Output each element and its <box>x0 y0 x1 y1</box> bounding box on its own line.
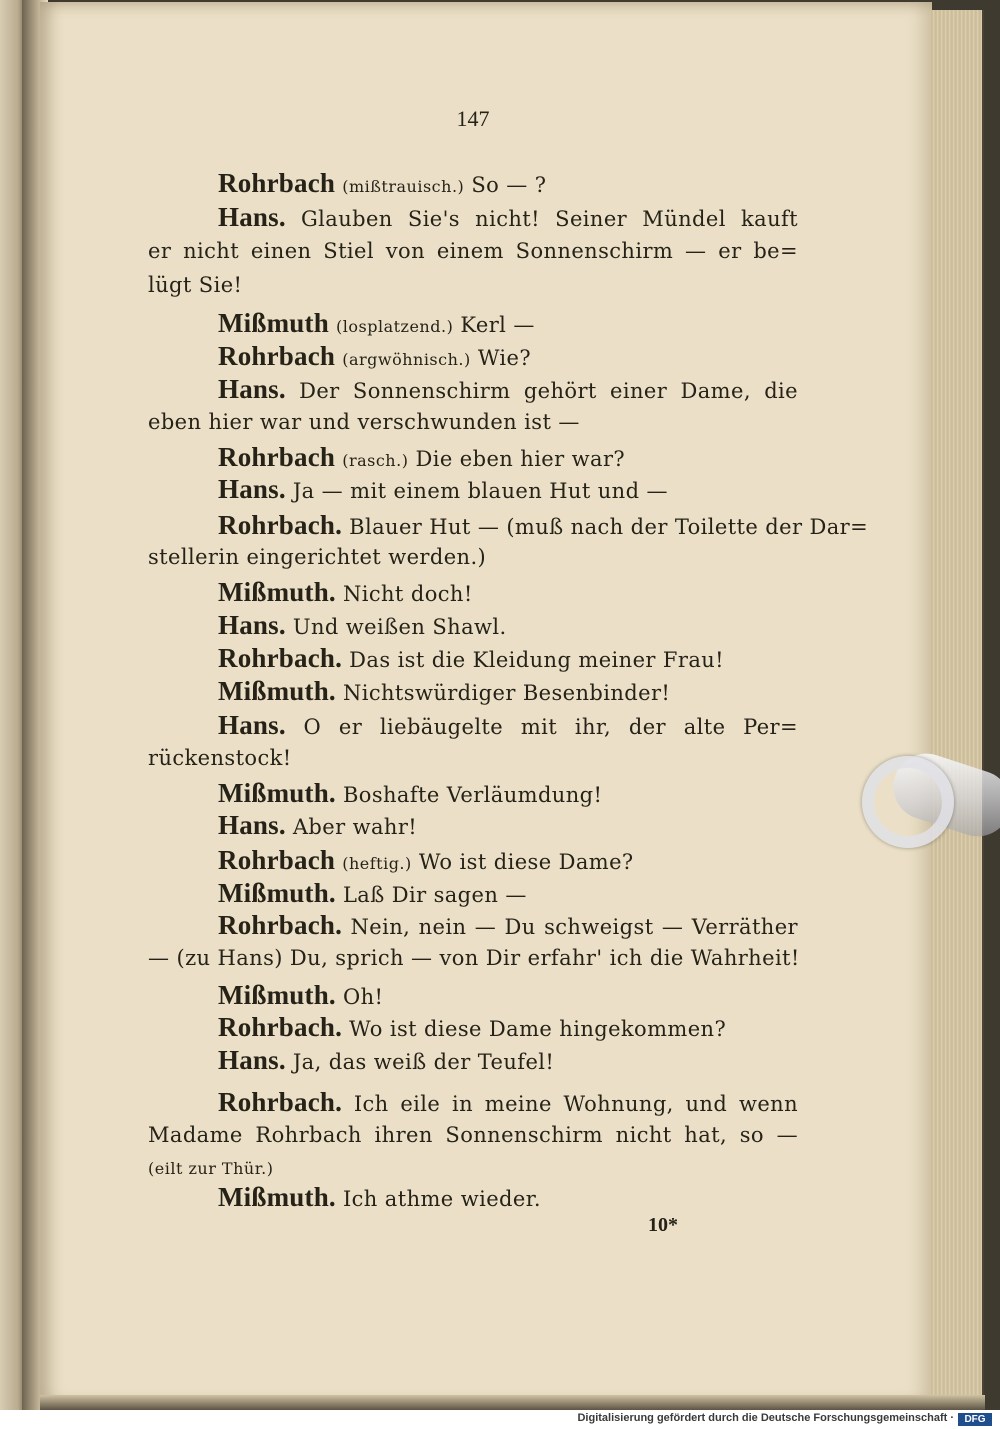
dialogue-line <box>148 943 800 973</box>
dialogue-text: Wo ist diese Dame hingekommen? <box>349 1017 727 1041</box>
dialogue-text: Ich athme wieder. <box>342 1187 541 1211</box>
dialogue-text: Und weißen Shawl. <box>292 615 507 639</box>
dialogue-text: Boshafte Verläumdung! <box>342 783 603 807</box>
dialogue-line <box>218 577 473 609</box>
funding-notice: Digitalisierung gefördert durch die Deutsche Forschungsgemeinschaft · <box>577 1412 954 1424</box>
dialogue-line <box>218 474 668 506</box>
dialogue-line <box>148 743 292 773</box>
speaker-name: Hans. <box>218 710 286 740</box>
dialogue-line <box>218 202 798 234</box>
speaker-name: Hans. <box>218 610 286 640</box>
dialogue-text: Oh! <box>342 985 384 1009</box>
speaker-name: Hans. <box>218 1045 286 1075</box>
dialogue-line <box>148 1152 273 1184</box>
speaker-name: Mißmuth <box>218 308 329 338</box>
dialogue-line <box>218 168 546 202</box>
dialogue-line <box>218 910 798 942</box>
dialogue-text: Glauben Sie's nicht! Seiner Mündel kauft <box>300 207 799 231</box>
dialogue-line <box>218 510 868 542</box>
dialogue-line <box>218 676 670 708</box>
dialogue-line <box>148 236 798 266</box>
speaker-name: Mißmuth. <box>218 878 336 908</box>
dialogue-line <box>148 542 486 572</box>
signature-mark: 10* <box>648 1214 678 1236</box>
dialogue-text: Wo ist diese Dame? <box>418 850 634 874</box>
dialogue-text: Madame Rohrbach ihren Sonnenschirm nicht hat, so — <box>148 1123 798 1147</box>
speaker-name: Rohrbach <box>218 168 336 198</box>
dialogue-text: Wie? <box>477 346 532 370</box>
dialogue-text: Ja, das weiß der Teufel! <box>292 1050 555 1074</box>
speaker-name: Rohrbach <box>218 341 336 371</box>
speaker-name: Rohrbach <box>218 845 336 875</box>
dialogue-line <box>218 1182 541 1214</box>
speaker-name: Mißmuth. <box>218 676 336 706</box>
speaker-name: Rohrbach. <box>218 643 343 673</box>
dialogue-text: Ich eile in meine Wohnung, und wenn <box>353 1092 798 1116</box>
page-number: 147 <box>456 106 490 131</box>
dialogue-line <box>218 610 507 642</box>
dialogue-text: Laß Dir sagen — <box>342 883 527 907</box>
dialogue-text: er nicht einen Stiel von einem Sonnenschirm — er be= <box>148 239 798 263</box>
dialogue-text: stellerin eingerichtet werden.) <box>148 545 487 569</box>
dialogue-text: Nein, nein — Du schweigst — Verräther <box>350 915 798 939</box>
dialogue-line <box>218 845 634 879</box>
speaker-name: Hans. <box>218 810 286 840</box>
dialogue-line <box>218 1012 726 1044</box>
dialogue-line <box>148 270 242 300</box>
dialogue-line <box>218 1087 798 1119</box>
dialogue-line <box>218 878 527 910</box>
page-edges <box>930 10 984 1405</box>
dialogue-text: Blauer Hut — (muß nach der Toilette der Dar= <box>349 515 869 539</box>
dialogue-line <box>218 374 798 406</box>
dialogue-text: rückenstock! <box>148 746 292 770</box>
footer-bar <box>0 1410 1000 1429</box>
dialogue-text: Aber wahr! <box>292 815 418 839</box>
speaker-name: Hans. <box>218 202 286 232</box>
stage-direction: (mißtrauisch.) <box>342 177 465 196</box>
dialogue-line <box>218 980 383 1012</box>
dialogue-line <box>218 308 535 342</box>
dialogue-line <box>218 643 724 675</box>
speaker-name: Rohrbach. <box>218 510 343 540</box>
dialogue-text: Ja — mit einem blauen Hut und — <box>292 479 668 503</box>
dialogue-text: — (zu Hans) Du, sprich — von Dir erfahr' ich die Wahrheit! <box>148 946 800 970</box>
dialogue-text: lügt Sie! <box>148 273 243 297</box>
speaker-name: Rohrbach. <box>218 1087 343 1117</box>
dialogue-line <box>218 810 417 842</box>
dialogue-line <box>148 1120 798 1150</box>
dialogue-text: Nicht doch! <box>342 582 473 606</box>
stage-direction: (eilt zur Thür.) <box>148 1159 274 1178</box>
stage-direction: (heftig.) <box>342 854 412 873</box>
speaker-name: Mißmuth. <box>218 1182 336 1212</box>
dialogue-text: Der Sonnenschirm gehört einer Dame, die <box>299 379 798 403</box>
dialogue-line <box>148 407 580 437</box>
dfg-logo: DFG <box>958 1413 992 1426</box>
dialogue-text: O er liebäugelte mit ihr, der alte Per= <box>303 715 798 739</box>
speaker-name: Rohrbach. <box>218 1012 343 1042</box>
speaker-name: Mißmuth. <box>218 980 336 1010</box>
stage-direction: (argwöhnisch.) <box>342 350 471 369</box>
dialogue-text: Die eben hier war? <box>415 447 626 471</box>
dialogue-line <box>218 341 531 375</box>
speaker-name: Rohrbach. <box>218 910 343 940</box>
page-paper <box>40 2 932 1405</box>
stage-direction: (rasch.) <box>342 451 409 470</box>
speaker-name: Mißmuth. <box>218 577 336 607</box>
dialogue-text: eben hier war und verschwunden ist — <box>148 410 580 434</box>
book-bottom-edge <box>40 1395 985 1410</box>
speaker-name: Hans. <box>218 374 286 404</box>
dialogue-line <box>218 710 798 742</box>
dialogue-text: So — ? <box>471 173 547 197</box>
dialogue-line <box>218 1045 554 1077</box>
dialogue-text: Nichtswürdiger Besenbinder! <box>342 681 671 705</box>
speaker-name: Mißmuth. <box>218 778 336 808</box>
speaker-name: Hans. <box>218 474 286 504</box>
dialogue-text: Das ist die Kleidung meiner Frau! <box>349 648 725 672</box>
dialogue-line <box>218 778 602 810</box>
dialogue-text: Kerl — <box>460 313 535 337</box>
dialogue-line <box>218 442 625 476</box>
speaker-name: Rohrbach <box>218 442 336 472</box>
stage-direction: (losplatzend.) <box>336 317 454 336</box>
